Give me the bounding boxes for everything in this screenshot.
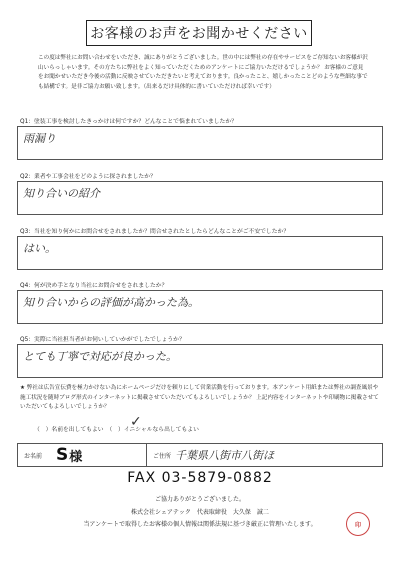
question-1-answer: 雨漏り (23, 132, 56, 145)
question-5-answer: とても丁寧で対応が良かった。 (23, 350, 177, 363)
question-4-label: Q4：何が決め手となり当社にお問合せをされましたか？ (20, 283, 168, 289)
question-1-answer-box[interactable] (17, 126, 383, 160)
company-signature: 株式会社シェアテック 代表取締役 大久保 誠二 (131, 509, 269, 516)
question-3-answer: はい。 (23, 242, 56, 255)
question-1-label: Q1：塗装工事を検討したきっかけは何ですか？どんなことで悩まれていましたか？ (20, 119, 237, 125)
consent-options[interactable]: （ ）名前を出してもよい （ ）イニシャルなら出してもよい (34, 427, 199, 433)
address-label: ご住所 (153, 452, 172, 460)
question-4-answer: 知り合いからの評価が高かった為。 (23, 296, 199, 309)
question-2-label: Q2：業者や工事会社をどのように探されましたか？ (20, 174, 156, 180)
name-field[interactable] (17, 443, 147, 467)
question-5-answer-box[interactable] (17, 344, 383, 378)
address-field[interactable] (147, 443, 383, 467)
question-3-answer-box[interactable] (17, 236, 383, 270)
fax-number: FAX 03-5879-0882 (127, 470, 273, 486)
privacy-notice: 当アンケートで取得したお客様の個人情報は関係法規に基づき厳正に管理いたします。 (83, 521, 317, 528)
question-4-answer-box[interactable] (17, 290, 383, 324)
name-label: お名前 (24, 452, 43, 460)
question-2-answer-box[interactable] (17, 181, 383, 215)
question-5-label: Q5：実際に当社担当者がお伺いしていかがでしたでしょうか？ (20, 337, 185, 343)
publication-notice: ★ 弊社は広告宣伝費を極力かけない為にホームページだけを頼りにして営業活動を行っております。本アンケート用紙または弊社の調査風景や施工状況を随時ブログ形式のインターネットに掲載させていただいてもよろしいでしょうか？ 上記内容をインターネットや印刷物に掲載させていただいてもよろしいでしょうか？ (20, 385, 379, 410)
thanks-text: ご協力ありがとうございました。 (154, 496, 245, 503)
name-value: S (56, 445, 69, 465)
intro-text: この度は弊社にお問い合わせをいただき、誠にありがとうございました。世の中には弊社の存在やサービスをご存知ないお客様が沢山いらっしゃいます。その方たちに弊社をよく知っていただくためのアンケートにご協力いただけるでしょうか？ お客様のご意見をお聞かせいただき今後の活動に反映させていただきたいと考えております。良かったこと、嬉しかったことどのような些細な事でも結構です。是非ご協力お願い致します。（出来るだけ具体的に書いていただければ幸いです） (38, 55, 368, 90)
address-value: 千葉県八街市八街ほ (175, 449, 275, 462)
customer-info-row (17, 443, 383, 467)
honorific: 様 (69, 449, 83, 465)
page-title: お客様のお声をお聞かせください (86, 20, 312, 46)
seal-stamp-icon (346, 512, 370, 536)
question-2-answer: 知り合いの紹介 (23, 187, 100, 200)
stamp-text: 印 (354, 521, 361, 529)
question-3-label: Q3：当社を知り何かにお問合せをされましたか？問合せされたとしたらどんなことがご不安でしたか？ (20, 229, 290, 235)
initials-check-mark: ✓ (130, 414, 142, 430)
